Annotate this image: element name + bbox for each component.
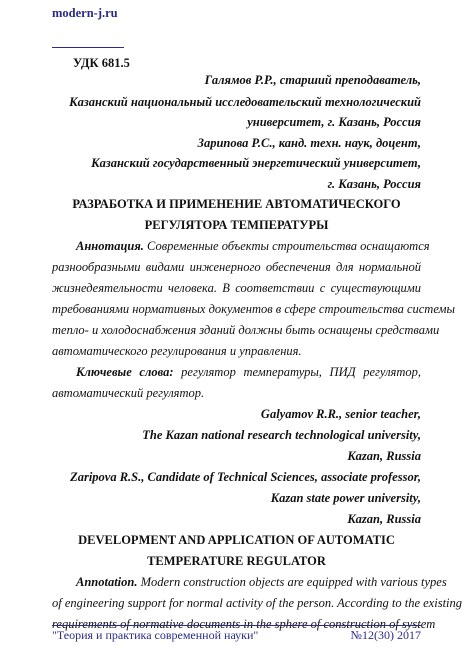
abstract-ru-line: требованиями нормативных документов в сфере строительства системы — [52, 302, 456, 316]
author-en-line: Galyamov R.R., senior teacher, — [260, 407, 421, 421]
footer-divider — [52, 625, 421, 626]
title-en-line: DEVELOPMENT AND APPLICATION OF AUTOMATIC — [78, 533, 395, 547]
abstract-ru-label: Аннотация. — [76, 239, 144, 253]
abstract-ru-first-line: Аннотация. Современные объекты строительства оснащаются — [76, 239, 430, 253]
abstract-ru-line: разнообразными видами инженерного обеспечения для нормальной — [52, 260, 421, 274]
author-ru-line: Казанский государственный энергетический университет, — [91, 156, 421, 170]
abstract-ru-line: автоматического регулирования и управления. — [52, 344, 302, 358]
author-en-line: Kazan state power university, — [270, 491, 421, 505]
author-ru-line: Галямов Р.Р., старший преподаватель, — [204, 73, 421, 87]
keywords-ru-first-line: Ключевые слова: регулятор температуры, ПИД регулятор, — [76, 365, 421, 379]
abstract-en-line: of engineering support for normal activity of the person. According to the existing — [52, 596, 463, 610]
keywords-ru-label: Ключевые слова: — [76, 365, 174, 379]
udk-code: УДК 681.5 — [73, 56, 130, 70]
author-ru-line: Казанский национальный исследовательский технологический — [69, 95, 421, 109]
author-ru-line: Зарипова Р.С., канд. техн. наук, доцент, — [197, 136, 421, 150]
title-ru-line: РАЗРАБОТКА И ПРИМЕНЕНИЕ АВТОМАТИЧЕСКОГО — [72, 197, 401, 211]
author-ru-line: г. Казань, Россия — [327, 177, 421, 191]
abstract-ru-line: тепло- и холодоснабжения зданий должны быть оснащены средствами — [52, 323, 440, 337]
journal-name: "Теория и практика современной науки" — [52, 628, 259, 642]
author-en-line: Zaripova R.S., Candidate of Technical Sciences, associate professor, — [70, 470, 421, 484]
author-en-line: The Kazan national research technological university, — [142, 428, 421, 442]
site-url[interactable]: modern-j.ru — [52, 6, 118, 20]
abstract-en-first-line: Annotation. Modern construction objects are equipped with various types — [76, 575, 447, 589]
abstract-ru-line: жизнедеятельности человека. В соответствии с существующими — [52, 281, 421, 295]
issue-number: №12(30) 2017 — [350, 628, 421, 642]
title-ru-line: РЕГУЛЯТОРА ТЕМПЕРАТУРЫ — [144, 218, 329, 232]
abstract-en-label: Annotation. — [76, 575, 138, 589]
keywords-ru-line: автоматический регулятор. — [52, 386, 205, 400]
header-divider — [52, 47, 124, 48]
author-ru-line: университет, г. Казань, Россия — [247, 115, 421, 129]
author-en-line: Kazan, Russia — [347, 449, 421, 463]
title-en-line: TEMPERATURE REGULATOR — [147, 554, 326, 568]
abstract-en-line: requirements of normative documents in the sphere of construction of system — [52, 617, 436, 631]
author-en-line: Kazan, Russia — [347, 512, 421, 526]
